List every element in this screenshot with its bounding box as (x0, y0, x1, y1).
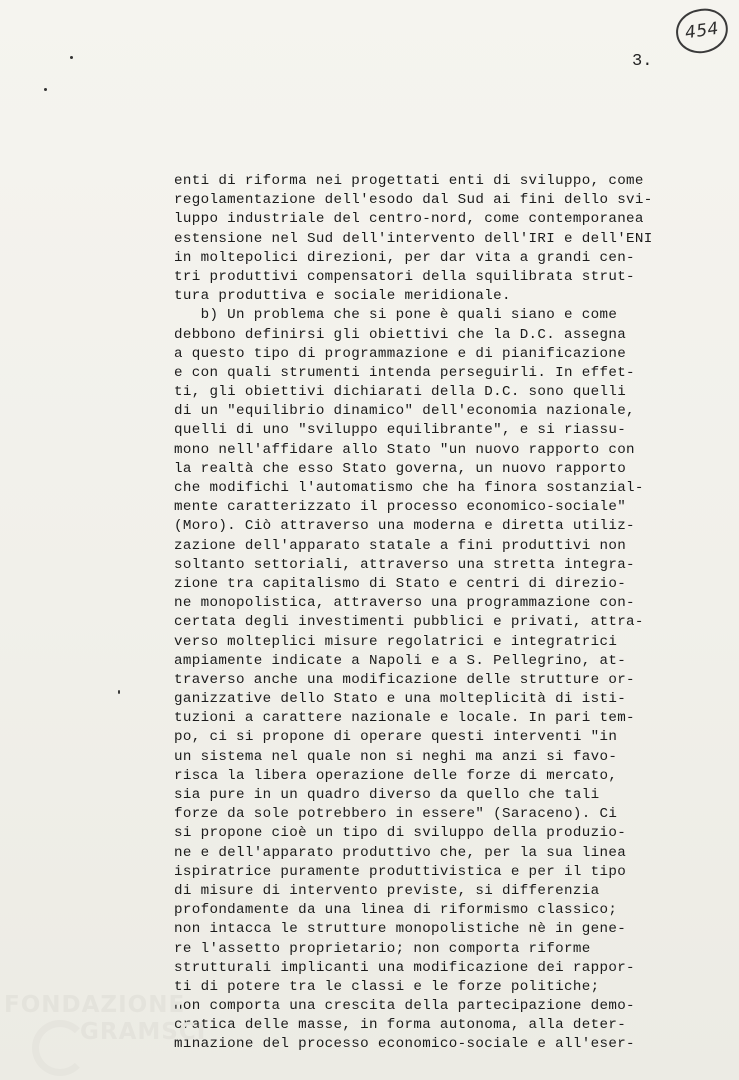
text-line: ne monopolistica, attraverso una programmazione con- (174, 595, 635, 612)
text-line: mente caratterizzato il processo economico-sociale" (174, 499, 627, 516)
watermark-logo (32, 1020, 88, 1076)
text-line: (Moro). Ciò attraverso una moderna e diretta utiliz- (174, 518, 635, 535)
text-line: ti di potere tra le classi e le forze politiche; (174, 978, 600, 995)
text-line: certata degli investimenti pubblici e privati, attra- (174, 614, 644, 631)
text-line: tri produttivi compensatori della squilibrata strut- (174, 268, 635, 285)
text-line: di misure di intervento previste, si differenzia (174, 882, 600, 899)
text-line: si propone cioè un tipo di sviluppo della produzio- (174, 825, 627, 842)
text-line: cratica delle masse, in forma autonoma, alla deter- (174, 1017, 627, 1034)
text-line: re l'assetto proprietario; non comporta riforme (174, 940, 591, 957)
text-line: po, ci si propone di operare questi interventi "in (174, 729, 618, 746)
watermark-line-2: GRAMSCI (80, 1019, 207, 1045)
text-line: di un "equilibrio dinamico" dell'economia nazionale, (174, 403, 635, 420)
text-line: enti di riforma nei progettati enti di sviluppo, come (174, 173, 644, 189)
text-line: zazione dell'apparato statale a fini produttivi non (174, 537, 627, 554)
text-line: a questo tipo di programmazione e di pianificazione (174, 345, 627, 362)
text-line: b) Un problema che si pone è quali siano e come (174, 307, 618, 324)
text-line: regolamentazione dell'esodo dal Sud ai fini dello svi- (174, 192, 653, 209)
text-line: zione tra capitalismo di Stato e centri di direzio- (174, 575, 627, 592)
archive-number-stamp (673, 6, 731, 57)
paper-speck (70, 56, 73, 59)
watermark-line-1: FONDAZIONE (4, 992, 186, 1018)
fondazione-gramsci-watermark (4, 994, 206, 1044)
text-line: mono nell'affidare allo Stato "un nuovo rapporto con (174, 441, 635, 458)
text-line: non comporta una crescita della partecipazione demo- (174, 998, 635, 1015)
text-line: ti, gli obiettivi dichiarati della D.C. sono quelli (174, 384, 627, 401)
text-line: luppo industriale del centro-nord, come contemporanea (174, 211, 644, 228)
text-line: ampiamente indicate a Napoli e a S. Pellegrino, at- (174, 652, 627, 669)
text-line: la realtà che esso Stato governa, un nuovo rapporto (174, 460, 627, 477)
text-line: in moltepolici direzioni, per dar vita a grandi cen- (174, 249, 635, 266)
text-line: tura produttiva e sociale meridionale. (174, 288, 511, 305)
text-line: forze da sole potrebbero in essere" (Saraceno). Ci (174, 806, 618, 823)
text-line: debbono definirsi gli obiettivi che la D.C. assegna (174, 326, 627, 343)
text-line: traverso anche una modificazione delle strutture or- (174, 671, 635, 688)
paper-speck (44, 88, 47, 91)
text-line: minazione del processo economico-sociale e all'eser- (174, 1036, 635, 1053)
text-line: quelli di uno "sviluppo equilibrante", e si riassu- (174, 422, 627, 439)
text-line: tuzioni a carattere nazionale e locale. In pari tem- (174, 710, 635, 727)
text-line: ispiratrice puramente produttivistica e per il tipo (174, 863, 627, 880)
text-line: e con quali strumenti intenda perseguirli. In effet- (174, 364, 635, 381)
text-line: ne e dell'apparato produttivo che, per la sua linea (174, 844, 627, 861)
text-line: estensione nel Sud dell'intervento dell'IRI e dell'ENI (174, 230, 653, 247)
text-line: profondamente da una linea di riformismo classico; (174, 902, 618, 919)
typed-text-body (174, 172, 674, 1055)
text-line: un sistema nel quale non si neghi ma anzi si favo- (174, 748, 618, 765)
text-line: non intacca le strutture monopolistiche nè in gene- (174, 921, 627, 938)
text-line: ganizzative dello Stato e una molteplicità di isti- (174, 691, 627, 708)
page-number: 3. (632, 52, 653, 71)
paper-speck (118, 690, 120, 694)
text-line: verso molteplici misure regolatrici e integratrici (174, 633, 618, 650)
archive-number-text: 454 (683, 18, 721, 44)
text-line: che modifichi l'automatismo che ha finora sostanzial- (174, 480, 644, 496)
text-line: risca la libera operazione delle forze di mercato, (174, 767, 618, 784)
text-line: sia pure in un quadro diverso da quello che tali (174, 787, 600, 803)
text-line: soltanto settoriali, attraverso una stretta integra- (174, 556, 635, 573)
text-line: strutturali implicanti una modificazione dei rappor- (174, 959, 635, 976)
